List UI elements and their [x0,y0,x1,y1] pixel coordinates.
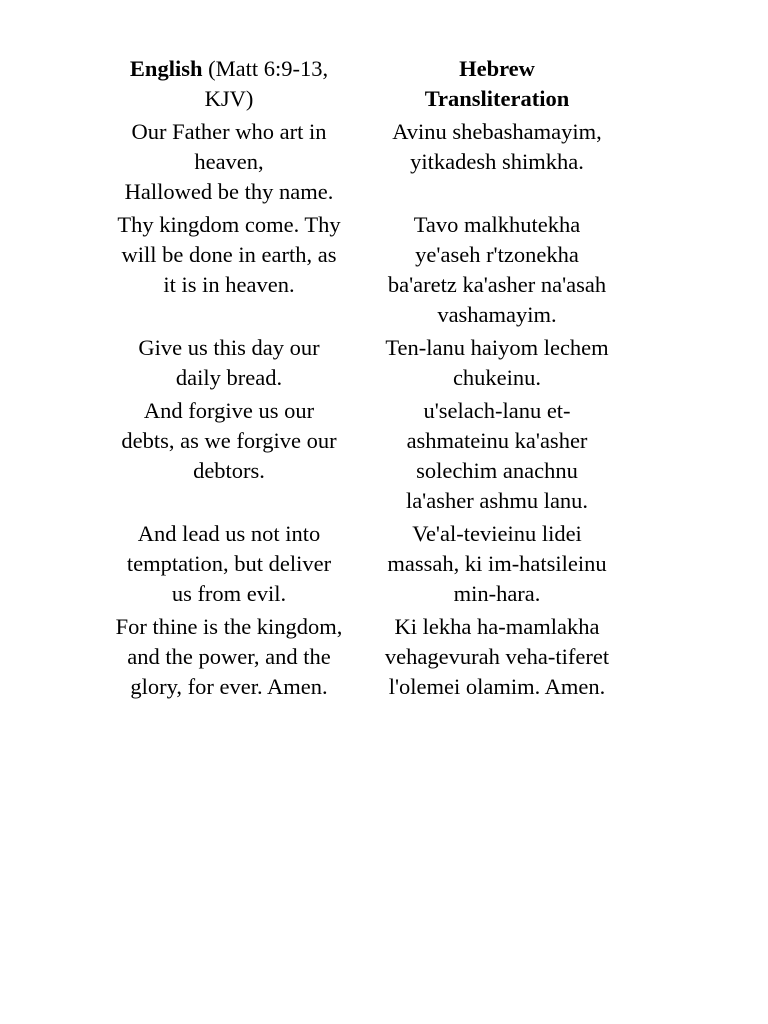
hebrew-line: vashamayim. [437,302,557,327]
hebrew-line: massah, ki im-hatsileinu [387,551,607,576]
verse-row [88,333,624,396]
verse-row [88,117,624,210]
hebrew-line: Tavo malkhutekha [413,212,581,237]
english-cell [88,210,370,333]
english-line: glory, for ever. Amen. [130,674,328,699]
header-row [88,54,624,117]
hebrew-line: Ten-lanu haiyom lechem [385,335,609,360]
english-line: it is in heaven. [163,272,295,297]
verse-row [88,396,624,519]
english-line: will be done in earth, as [121,242,337,267]
verse-row [88,210,624,333]
english-line: Our Father who art in [131,119,327,144]
english-header-bold: English [129,56,203,81]
hebrew-cell [370,612,624,705]
hebrew-cell [370,519,624,612]
hebrew-line: ba'aretz ka'asher na'asah [387,272,607,297]
hebrew-line: solechim anachnu [416,458,578,483]
hebrew-cell [370,210,624,333]
english-line: Give us this day our [138,335,320,360]
english-line: and the power, and the [127,644,331,669]
hebrew-header [370,54,624,117]
hebrew-line: u'selach-lanu et- [423,398,571,423]
english-line: And lead us not into [137,521,321,546]
english-line: Thy kingdom come. Thy [117,212,341,237]
english-header [88,54,370,117]
hebrew-line: vehagevurah veha-tiferet [384,644,610,669]
english-header-ref-line2: KJV) [204,86,254,111]
hebrew-line: ye'aseh r'tzonekha [415,242,579,267]
verse-row [88,519,624,612]
english-cell [88,396,370,519]
english-line: For thine is the kingdom, [115,614,343,639]
hebrew-header-line2: Transliteration [424,86,570,111]
hebrew-line: l'olemei olamim. Amen. [388,674,606,699]
english-cell [88,117,370,210]
hebrew-line: chukeinu. [452,365,542,390]
english-line: And forgive us our [143,398,315,423]
english-line: Hallowed be thy name. [124,179,334,204]
hebrew-header-line1: Hebrew [459,56,535,81]
english-line: us from evil. [171,581,287,606]
english-line: daily bread. [175,365,283,390]
hebrew-line: Ki lekha ha-mamlakha [394,614,600,639]
prayer-table [88,54,624,705]
hebrew-cell [370,333,624,396]
verse-row [88,612,624,705]
hebrew-cell [370,396,624,519]
english-cell [88,612,370,705]
english-cell [88,519,370,612]
hebrew-line: Avinu shebashamayim, [392,119,602,144]
english-line: temptation, but deliver [126,551,332,576]
hebrew-line: Ve'al-tevieinu lidei [412,521,582,546]
hebrew-line: min-hara. [453,581,541,606]
english-line: heaven, [194,149,264,174]
hebrew-line: ashmateinu ka'asher [406,428,588,453]
hebrew-line: la'asher ashmu lanu. [405,488,589,513]
english-header-ref: (Matt 6:9-13, [202,56,329,81]
english-line: debtors. [193,458,265,483]
english-cell [88,333,370,396]
hebrew-cell [370,117,624,210]
hebrew-line: yitkadesh shimkha. [410,149,584,174]
english-line: debts, as we forgive our [121,428,337,453]
